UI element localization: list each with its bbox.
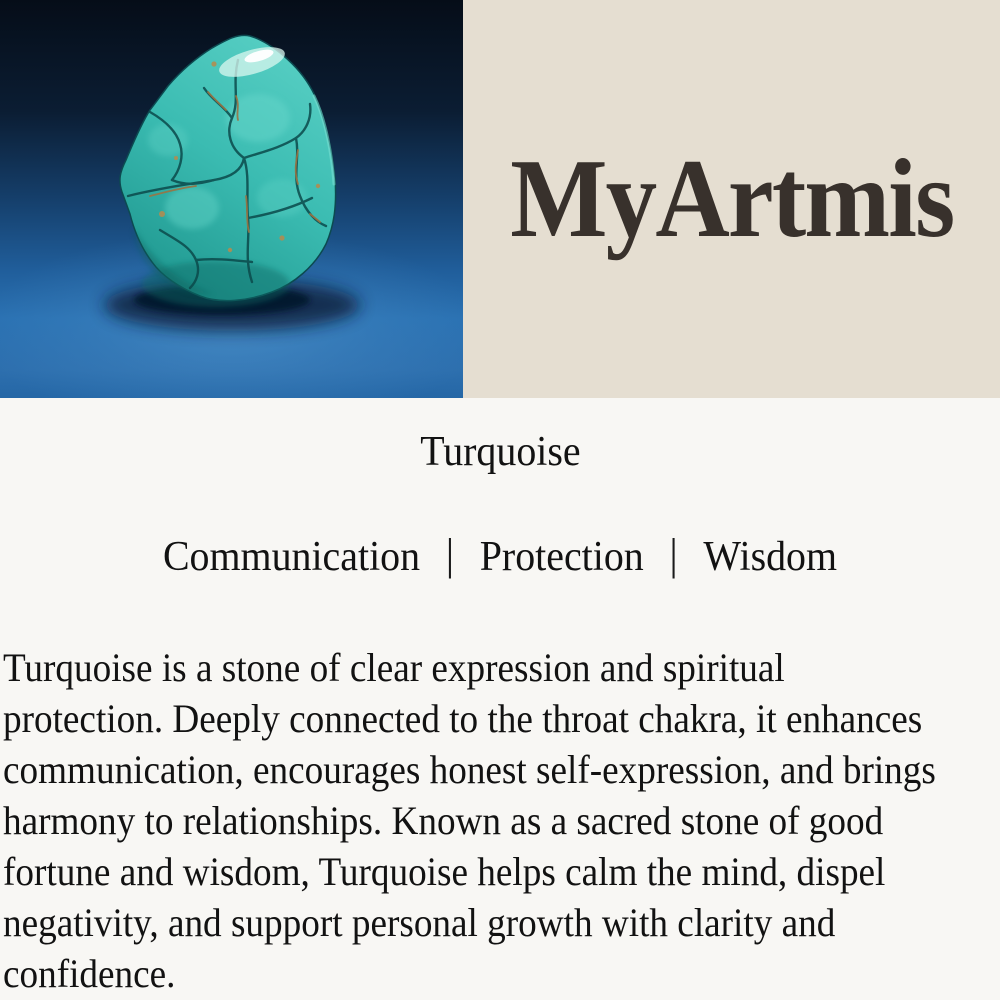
product-photo (0, 0, 463, 398)
description-line: protection. Deeply connected to the throat chakra, it enhances (3, 696, 923, 741)
description-line: confidence. (3, 951, 176, 996)
brand-panel (463, 0, 1000, 398)
stone-name-title: Turquoise (419, 429, 581, 475)
description-line: harmony to relationships. Known as a sacred stone of good (3, 798, 884, 843)
traits-row (25, 532, 975, 582)
trait-wisdom: Wisdom (703, 534, 838, 580)
trait-separator: | (669, 530, 678, 579)
turquoise-stone-illustration (0, 0, 463, 398)
description-line: fortune and wisdom, Turquoise helps calm the mind, dispel (3, 849, 886, 894)
stone-description (0, 642, 1000, 999)
description-line: Turquoise is a stone of clear expression and spiritual (3, 645, 785, 690)
description-line: communication, encourages honest self-expression, and brings (3, 747, 936, 792)
description-line: negativity, and support personal growth with clarity and (3, 900, 836, 945)
trait-communication: Communication (162, 534, 421, 580)
trait-protection: Protection (479, 534, 644, 580)
trait-separator: | (445, 530, 455, 579)
brand-logo: MyArtmis (509, 137, 954, 261)
content-section (0, 398, 1000, 999)
hero-section (0, 0, 1000, 398)
